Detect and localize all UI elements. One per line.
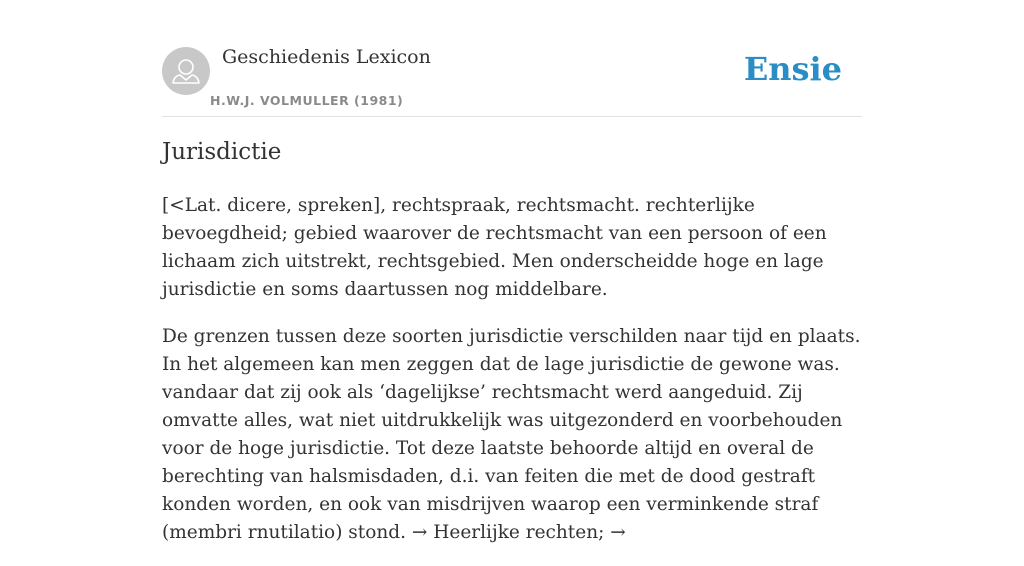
source-header — [162, 0, 862, 117]
entry-content — [162, 192, 862, 566]
entry-title: Jurisdictie — [162, 139, 282, 165]
page — [162, 0, 862, 543]
source-author-link[interactable]: H.W.J. VOLMULLER (1981) — [210, 93, 404, 108]
entry-paragraph: [<Lat. dicere, spreken], rechtspraak, rechtsmacht. rechterlijke bevoegdheid; gebied waarover de rechtsmacht van een persoon of een lichaam zich uitstrekt, rechtsgebied. Men onderscheidde hoge en lage jurisdictie en soms daartussen nog middelbare. — [162, 195, 827, 300]
ensie-logo[interactable]: Ensie — [743, 50, 842, 88]
avatar[interactable] — [162, 47, 210, 95]
entry-paragraph: De grenzen tussen deze soorten jurisdictie verschilden naar tijd en plaats. In het algemeen kan men zeggen dat de lage jurisdictie de gewone was. vandaar dat zij ook als ‘dagelijkse’ rechtsmacht werd aangeduid. Zij omvatte alles, wat niet uitdrukkelijk was uitgezonderd en voorbehouden voor de hoge jurisdictie. Tot deze laatste behoorde altijd en overal de berechting van halsmisdaden, d.i. van feiten die met de dood gestraft konden worden, en ook van misdrijven waarop een verminkende straf (membri rnutilatio) stond. → Heerlijke rechten; → — [162, 326, 861, 543]
user-icon — [162, 47, 210, 95]
source-title-link[interactable]: Geschiedenis Lexicon — [222, 46, 431, 68]
